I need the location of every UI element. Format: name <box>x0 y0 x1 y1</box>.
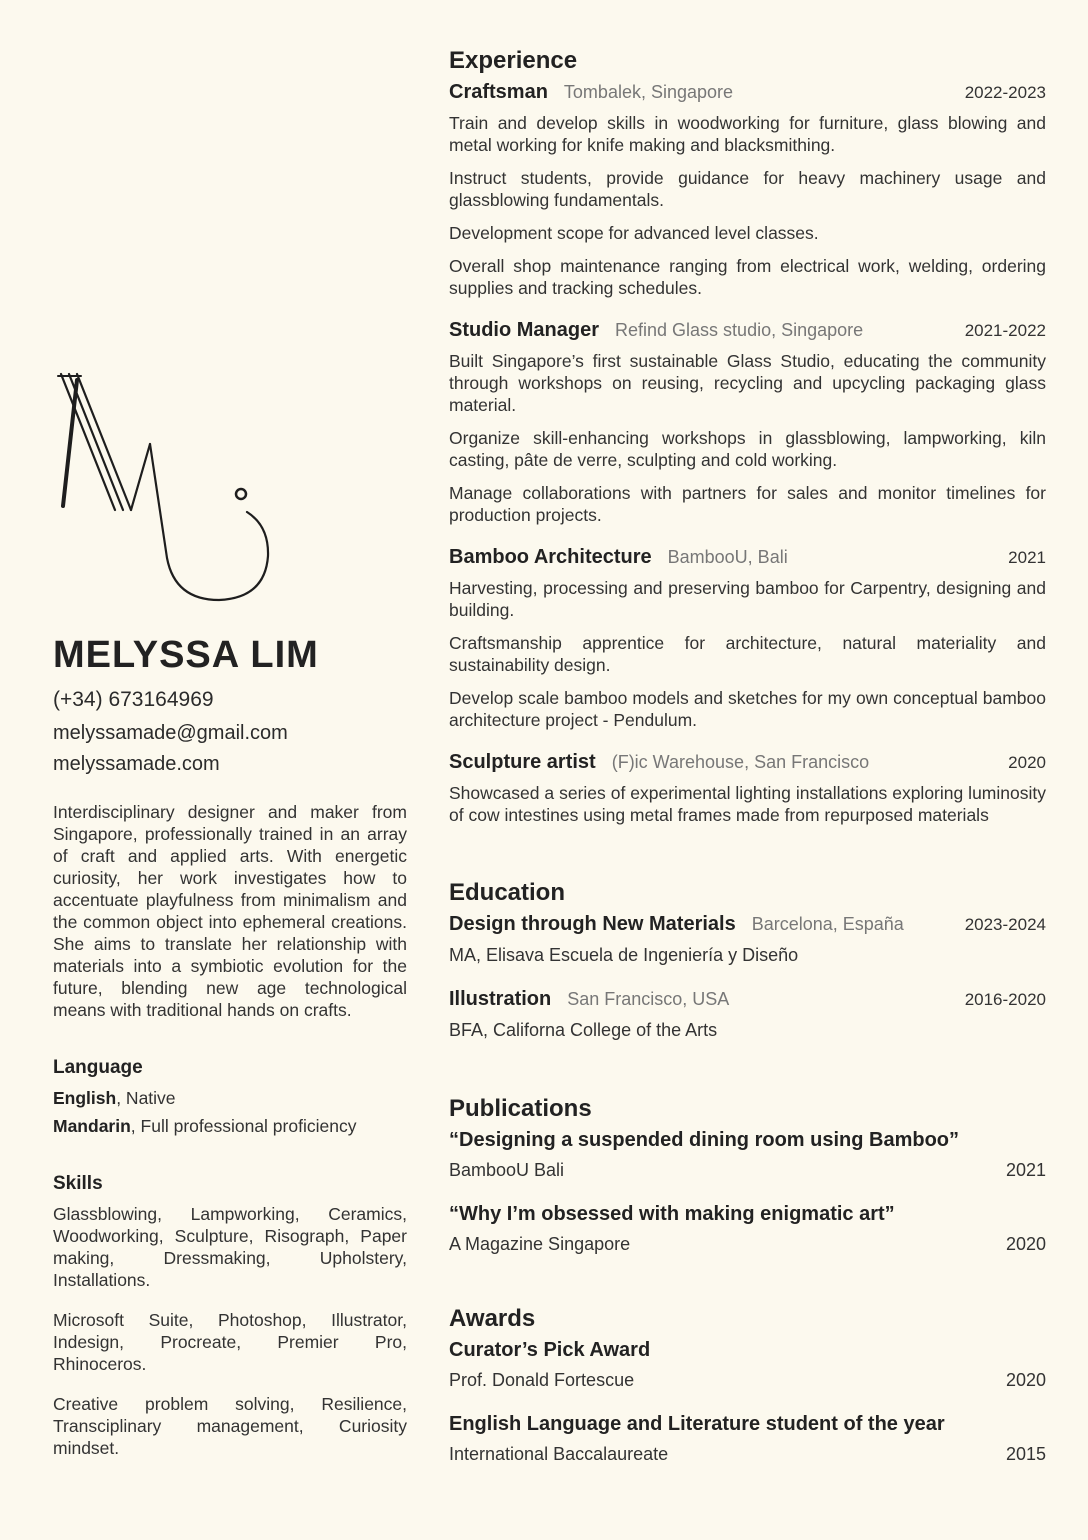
job-point: Overall shop maintenance ranging from electrical work, welding, ordering supplies and tracking schedules. <box>449 256 1046 298</box>
profile-column <box>53 632 407 1459</box>
skills-heading: Skills <box>53 1173 103 1194</box>
degree-years: 2023-2024 <box>964 915 1046 934</box>
job-point: Manage collaborations with partners for sales and monitor timelines for production projects. <box>449 483 1046 525</box>
publication-title: “Why I’m obsessed with making enigmatic art” <box>449 1203 895 1225</box>
job-role: Studio Manager <box>449 319 600 341</box>
job-point: Instruct students, provide guidance for heavy machinery usage and glassblowing fundamentals. <box>449 168 1046 210</box>
job-role: Sculpture artist <box>449 751 596 773</box>
job-point: Develop scale bamboo models and sketches for my own conceptual bamboo architecture project - Pendulum. <box>449 688 1046 730</box>
job-years: 2021 <box>1008 548 1046 567</box>
job-years: 2022-2023 <box>964 83 1046 102</box>
job-entry <box>449 543 1046 731</box>
bio-paragraph: Interdisciplinary designer and maker from Singapore, professionally trained in an array of craft and applied arts. With energetic curiosity, her work investigates how to accentuate playfulness from minimalism and the common object into ephemeral creations. She aims to translate her relationship with materials into a symbiotic evolution for the future, blending new age technological means with traditional hands on crafts. <box>53 802 407 1020</box>
job-org: (F)ic Warehouse, San Francisco <box>611 752 870 772</box>
job-org: BambooU, Bali <box>667 547 788 567</box>
publication-entry <box>449 1200 1046 1256</box>
phone-number: (+34) 673164969 <box>53 688 214 711</box>
award-entry <box>449 1410 1046 1466</box>
degree-place: Barcelona, España <box>751 914 904 934</box>
job-point: Organize skill-enhancing workshops in glassblowing, lampworking, kiln casting, pâte de verre, sculpting and cold working. <box>449 428 1046 470</box>
person-name: MELYSSA LIM <box>53 634 319 676</box>
job-years: 2021-2022 <box>964 321 1046 340</box>
education-heading: Education <box>449 879 566 906</box>
job-years: 2020 <box>1008 753 1046 772</box>
degree-title: Design through New Materials <box>449 913 736 935</box>
education-entry <box>449 985 1046 1042</box>
website-link[interactable]: melyssamade.com <box>53 753 220 775</box>
language-item: Mandarin, Full professional proficiency <box>53 1116 357 1136</box>
skills-group: Glassblowing, Lampworking, Ceramics, Woodworking, Sculpture, Risograph, Paper making, Dressmaking, Upholstery, Installations. <box>53 1204 407 1290</box>
skills-group: Creative problem solving, Resilience, Transciplinary management, Curiosity mindset. <box>53 1394 407 1458</box>
language-heading: Language <box>53 1057 143 1078</box>
job-role: Bamboo Architecture <box>449 546 652 568</box>
award-year: 2015 <box>1005 1444 1046 1464</box>
degree-place: San Francisco, USA <box>567 989 730 1009</box>
job-point: Showcased a series of experimental lighting installations exploring luminosity of cow intestines using metal frames made from repurposed materials <box>449 783 1046 825</box>
job-point: Harvesting, processing and preserving bamboo for Carpentry, designing and building. <box>449 578 1046 620</box>
degree-detail: MA, Elisava Escuela de Ingeniería y Diseño <box>449 945 799 965</box>
job-entry <box>449 748 1046 826</box>
award-entry <box>449 1336 1046 1392</box>
language-item: English, Native <box>53 1088 176 1108</box>
job-point: Train and develop skills in woodworking for furniture, glass blowing and metal working for knife making and blacksmithing. <box>449 113 1046 155</box>
job-point: Development scope for advanced level classes. <box>449 223 819 243</box>
job-entry <box>449 78 1046 299</box>
publication-year: 2021 <box>1005 1160 1046 1180</box>
skills-group: Microsoft Suite, Photoshop, Illustrator, Indesign, Procreate, Premier Pro, Rhinoceros. <box>53 1310 407 1374</box>
award-giver: Prof. Donald Fortescue <box>449 1370 635 1390</box>
award-year: 2020 <box>1005 1370 1046 1390</box>
monogram-logo <box>55 368 275 608</box>
main-column <box>449 44 1046 1484</box>
publication-entry <box>449 1126 1046 1182</box>
job-point: Craftsmanship apprentice for architecture, natural materiality and sustainability design. <box>449 633 1046 675</box>
degree-title: Illustration <box>449 988 552 1010</box>
award-title: English Language and Literature student of the year <box>449 1413 945 1435</box>
job-org: Refind Glass studio, Singapore <box>615 320 864 340</box>
degree-years: 2016-2020 <box>964 990 1046 1009</box>
job-role: Craftsman <box>449 81 548 103</box>
email-link[interactable]: melyssamade@gmail.com <box>53 722 288 744</box>
publication-publisher: BambooU Bali <box>449 1160 565 1180</box>
publication-title: “Designing a suspended dining room using Bamboo” <box>449 1129 960 1151</box>
publications-heading: Publications <box>449 1095 592 1122</box>
job-org: Tombalek, Singapore <box>563 82 734 102</box>
education-entry <box>449 910 1046 967</box>
awards-heading: Awards <box>449 1305 536 1332</box>
job-entry <box>449 316 1046 526</box>
award-title: Curator’s Pick Award <box>449 1339 651 1361</box>
award-giver: International Baccalaureate <box>449 1444 669 1464</box>
job-point: Built Singapore’s first sustainable Glass Studio, educating the community through workshops on reusing, recycling and upcycling packaging glass material. <box>449 351 1046 415</box>
experience-heading: Experience <box>449 47 578 74</box>
degree-detail: BFA, Californa College of the Arts <box>449 1020 718 1040</box>
publication-publisher: A Magazine Singapore <box>449 1234 631 1254</box>
publication-year: 2020 <box>1005 1234 1046 1254</box>
